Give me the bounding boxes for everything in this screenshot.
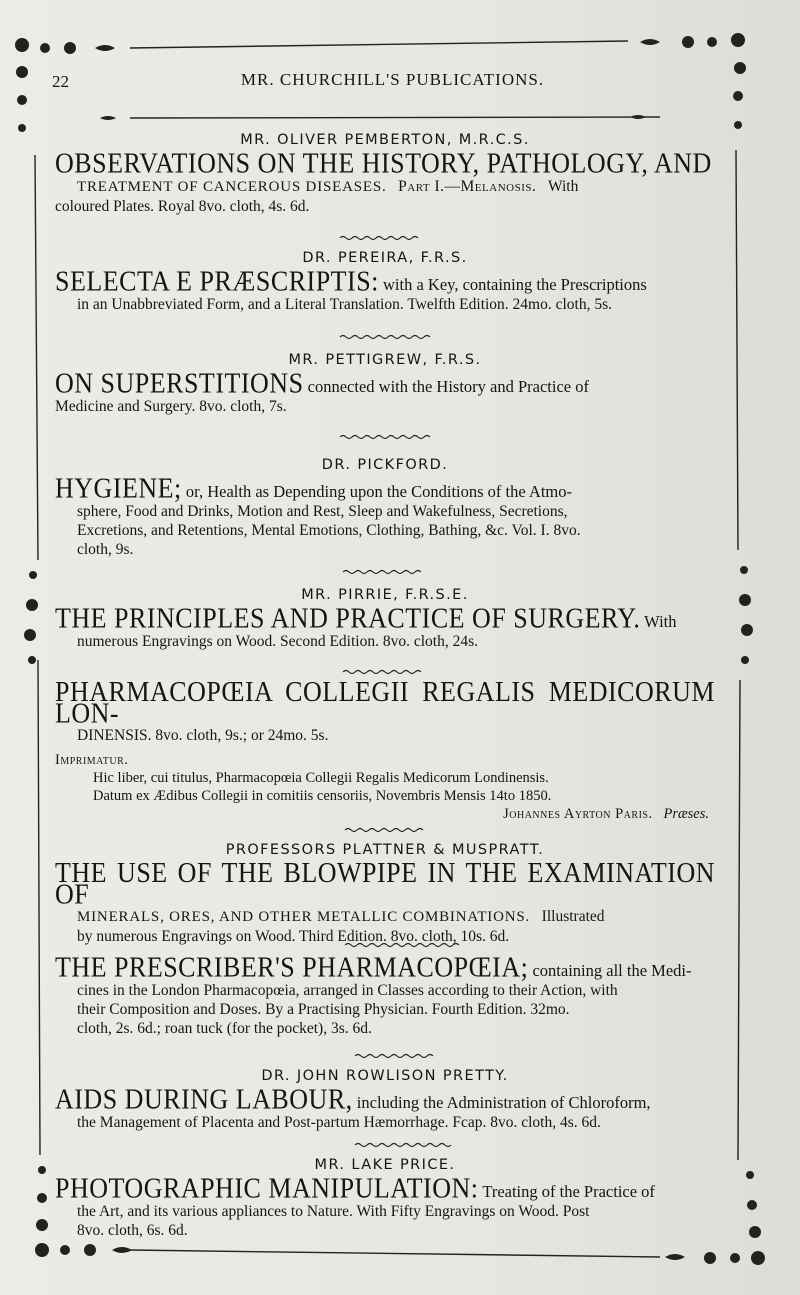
author: MR. LAKE PRICE. — [314, 1157, 456, 1173]
entry-pettigrew — [55, 352, 715, 416]
title-line — [55, 857, 715, 910]
author: DR. JOHN ROWLISON PRETTY. — [261, 1068, 509, 1084]
title-line: HYGIENE; or, Health as Depending upon the Conditions of the Atmo- — [55, 472, 573, 505]
running-title: MR. CHURCHILL'S PUBLICATIONS. — [240, 70, 545, 89]
title-line: AIDS DURING LABOUR, including the Administration of Chloroform, — [55, 1083, 651, 1116]
description: the Management of Placenta and Post-partum Hæmorrhage. Fcap. 8vo. cloth, 4s. 6d. — [77, 1114, 601, 1131]
side-ornament-right — [739, 566, 753, 664]
entry-prescribers-pharmacopoeia — [55, 951, 715, 1038]
title: THE USE OF THE BLOWPIPE IN THE EXAMINATION OF — [55, 857, 715, 910]
title-line: THE PRESCRIBER'S PHARMACOPŒIA; containing all the Medi- — [55, 951, 692, 984]
title-line — [55, 147, 715, 180]
title: OBSERVATIONS ON THE HISTORY, PATHOLOGY, AND — [55, 147, 712, 180]
entry-pereira — [55, 250, 715, 314]
entry-lake-price — [55, 1157, 715, 1240]
title: PHARMACOPŒIA COLLEGII REGALIS MEDICORUM LON- — [55, 676, 715, 729]
entry-pirrie — [55, 587, 715, 651]
entry-plattner-muspratt — [55, 842, 715, 946]
title: HYGIENE; — [55, 472, 182, 505]
description: TREATMENT OF CANCEROUS DISEASES. Part I.—Melanosis. With coloured Plates. Royal 8vo. cloth, 4s. 6d. — [55, 178, 579, 215]
title: PHOTOGRAPHIC MANIPULATION: — [55, 1172, 479, 1205]
title: THE PRINCIPLES AND PRACTICE OF SURGERY. — [55, 602, 641, 635]
title: THE PRESCRIBER'S PHARMACOPŒIA; — [55, 951, 529, 984]
title: ON SUPERSTITIONS — [55, 367, 304, 400]
entry-pretty — [55, 1068, 715, 1132]
imprimatur: Imprimatur. Hic liber, cui titulus, Pharmacopœia Collegii Regalis Medicorum Londinensis. Datum ex Ædibus Collegii in comitiis censoriis, Novembris Mensis 14to 1850. Johannes Ayrton Paris. Præses. — [55, 751, 715, 823]
author: MR. PETTIGREW, F.R.S. — [288, 352, 482, 368]
description: sphere, Food and Drinks, Motion and Rest, Sleep and Wakefulness, Secretions, Excretions, and Retentions, Mental Emotions, Clothing, Bathing, &c. Vol. I. 8vo. cloth, 9s. — [77, 503, 581, 558]
entry-pickford — [55, 457, 715, 559]
page-number: 22 — [52, 72, 69, 91]
description: in an Unabbreviated Form, and a Literal Translation. Twelfth Edition. 24mo. cloth, 5s. — [77, 296, 613, 313]
description: cines in the London Pharmacopœia, arranged in Classes according to their Action, with their Composition and Doses. By a Practising Physician. Fourth Edition. 32mo. cloth, 2s. 6d.; roan tuck (for the pocket), 3s. 6d. — [77, 982, 618, 1037]
title-line: PHOTOGRAPHIC MANIPULATION: Treating of the Practice of — [55, 1172, 655, 1205]
title-line — [55, 676, 715, 729]
author: DR. PICKFORD. — [321, 457, 449, 473]
title: AIDS DURING LABOUR, — [55, 1083, 353, 1116]
description: the Art, and its various appliances to Nature. With Fifty Engravings on Wood. Post 8vo. cloth, 6s. 6d. — [77, 1203, 590, 1239]
title: SELECTA E PRÆSCRIPTIS: — [55, 265, 379, 298]
author: MR. PIRRIE, F.R.S.E. — [301, 587, 469, 603]
author: DR. PEREIRA, F.R.S. — [302, 250, 468, 266]
description: MINERALS, ORES, AND OTHER METALLIC COMBINATIONS. Illustrated by numerous Engravings on Wood. Third Edition. 8vo. cloth, 10s. 6d. — [77, 908, 605, 945]
side-ornament-left — [24, 571, 38, 664]
description: Medicine and Surgery. 8vo. cloth, 7s. — [55, 398, 287, 415]
description: numerous Engravings on Wood. Second Edition. 8vo. cloth, 24s. — [77, 633, 479, 650]
title-line: SELECTA E PRÆSCRIPTIS: with a Key, containing the Prescriptions — [55, 265, 647, 298]
description: DINENSIS. 8vo. cloth, 9s.; or 24mo. 5s. — [77, 727, 329, 744]
entry-pemberton — [55, 132, 715, 216]
author: PROFESSORS PLATTNER & MUSPRATT. — [225, 842, 545, 858]
title-line: ON SUPERSTITIONS connected with the History and Practice of — [55, 367, 589, 400]
signature: Johannes Ayrton Paris. Præses. — [503, 806, 709, 822]
author: MR. OLIVER PEMBERTON, M.R.C.S. — [240, 132, 530, 148]
page-header — [50, 68, 735, 98]
entry-pharmacopoeia — [55, 676, 715, 823]
title-line: THE PRINCIPLES AND PRACTICE OF SURGERY. With — [55, 602, 677, 635]
